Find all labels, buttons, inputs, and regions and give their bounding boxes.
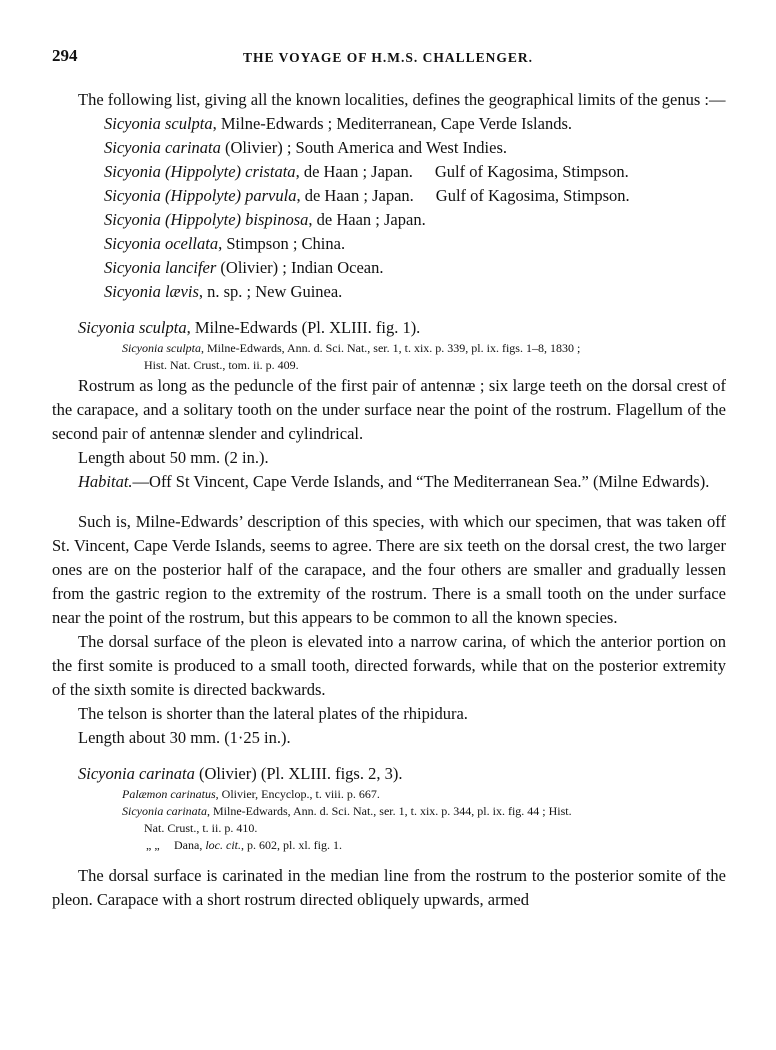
page-number: 294 <box>52 46 78 65</box>
list-item: Sicyonia (Hippolyte) bispinosa, de Haan ; Japan. <box>104 210 426 229</box>
length-sculpta: Length about 50 mm. (2 in.). <box>78 448 269 467</box>
list-item: Sicyonia sculpta, Milne-Edwards ; Mediterranean, Cape Verde Islands. <box>104 114 572 133</box>
length-sculpta-specimen: Length about 30 mm. (1·25 in.). <box>78 728 291 747</box>
list-item: Sicyonia (Hippolyte) cristata, de Haan ; Japan. Gulf of Kagosima, Stimpson. <box>104 162 629 181</box>
body-text <box>52 88 726 912</box>
habitat-sculpta: Habitat.—Off St Vincent, Cape Verde Islands, and “The Mediterranean Sea.” (Milne Edwards). <box>78 472 710 491</box>
paragraph-sculpta-2: The dorsal surface of the pleon is elevated into a narrow carina, of which the anterior portion on the first somite is produced to a small tooth, directed forwards, while that on the posterior extremity of the sixth somite is directed backwards. <box>52 632 726 699</box>
running-title: THE VOYAGE OF H.M.S. CHALLENGER. <box>242 50 534 65</box>
reference-sculpta: Sicyonia sculpta, Milne-Edwards, Ann. d. Sci. Nat., ser. 1, t. xix. p. 339, pl. ix. figs. 1–8, 1830 ; Hist. Nat. Crust., tom. ii. p. 409. <box>122 341 581 372</box>
description-sculpta: Rostrum as long as the peduncle of the first pair of antennæ ; six large teeth on the dorsal crest of the carapace, and a solitary tooth on the under surface near the point of the rostrum. Flagellum of the second pair of antennæ slender and cylindrical. <box>52 376 726 443</box>
list-item: Sicyonia (Hippolyte) parvula, de Haan ; Japan. Gulf of Kagosima, Stimpson. <box>104 186 630 205</box>
intro-paragraph: The following list, giving all the known localities, defines the geographical limits of the genus :— <box>78 90 726 109</box>
reference-carinata-2: Sicyonia carinata, Milne-Edwards, Ann. d. Sci. Nat., ser. 1, t. xix. p. 344, pl. ix. fig. 44 ; Hist. Nat. Crust., t. ii. p. 410. <box>122 804 572 835</box>
paragraph-carinata-1: The dorsal surface is carinated in the median line from the rostrum to the posterior somite of the pleon. Carapace with a short rostrum directed obliquely upwards, armed <box>52 866 726 909</box>
species-heading-carinata: Sicyonia carinata (Olivier) (Pl. XLIII. figs. 2, 3). <box>78 764 403 783</box>
paragraph-sculpta-3: The telson is shorter than the lateral plates of the rhipidura. <box>78 704 468 723</box>
reference-carinata-3: „ „ Dana, loc. cit., p. 602, pl. xl. fig. 1. <box>146 838 342 852</box>
species-heading-sculpta: Sicyonia sculpta, Milne-Edwards (Pl. XLIII. fig. 1). <box>78 318 421 337</box>
localities-list <box>104 112 726 304</box>
page-header <box>52 44 724 68</box>
list-item: Sicyonia carinata (Olivier) ; South America and West Indies. <box>104 138 508 157</box>
list-item: Sicyonia lancifer (Olivier) ; Indian Ocean. <box>104 258 384 277</box>
list-item: Sicyonia ocellata, Stimpson ; China. <box>104 234 346 253</box>
reference-carinata-1: Palæmon carinatus, Olivier, Encyclop., t. viii. p. 667. <box>122 787 380 801</box>
list-item: Sicyonia lævis, n. sp. ; New Guinea. <box>104 282 343 301</box>
paragraph-sculpta-1: Such is, Milne-Edwards’ description of this species, with which our specimen, that was taken off St. Vincent, Cape Verde Islands, seems to agree. There are six teeth on the dorsal crest, the two larger ones are on the posterior half of the carapace, and the four others are smaller and gradually lessen from the gastric region to the extremity of the rostrum. There is a small tooth on the under surface near the point of the rostrum, but this appears to be common to all the known species. <box>52 512 726 627</box>
